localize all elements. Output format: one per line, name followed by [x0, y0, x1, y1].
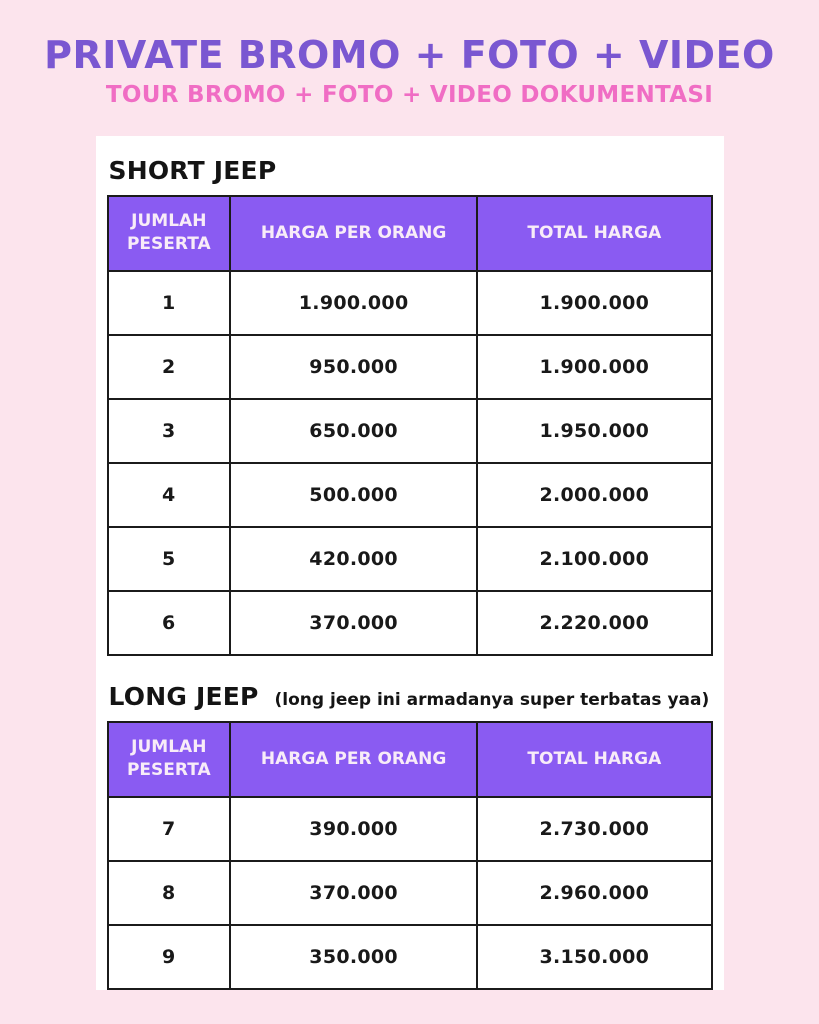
long-jeep-section-note: (long jeep ini armadanya super terbatas yaa) [274, 689, 710, 710]
total-harga-cell: 1.900.000 [477, 271, 711, 335]
total-harga-cell: 3.150.000 [477, 925, 711, 989]
total-harga-cell: 2.730.000 [477, 797, 711, 861]
long-jeep-section-title: LONG JEEP [108, 681, 259, 711]
jumlah-peserta-cell: 6 [108, 591, 231, 655]
short-jeep-section-title: SHORT JEEP [108, 155, 277, 185]
long-jeep-table-header [108, 722, 712, 797]
total-harga-cell: 2.220.000 [477, 591, 711, 655]
jumlah-peserta-cell: 5 [108, 527, 231, 591]
harga-per-orang-cell: 1.900.000 [230, 271, 477, 335]
column-header-jumlah-peserta: JUMLAH PESERTA [108, 196, 231, 271]
harga-per-orang-cell: 950.000 [230, 335, 477, 399]
long-jeep-pricing-table [107, 721, 713, 990]
short-jeep-table-body [108, 271, 712, 655]
jumlah-peserta-cell: 1 [108, 271, 231, 335]
harga-per-orang-cell: 500.000 [230, 463, 477, 527]
table-row [108, 399, 712, 463]
column-header-harga-per-orang: HARGA PER ORANG [230, 722, 477, 797]
column-header-total-harga: TOTAL HARGA [477, 196, 711, 271]
short-jeep-pricing-table [107, 195, 713, 656]
pricing-card [96, 136, 724, 990]
total-harga-cell: 2.960.000 [477, 861, 711, 925]
short-jeep-section [107, 150, 713, 656]
table-row [108, 925, 712, 989]
long-jeep-section [107, 676, 713, 990]
short-jeep-section-head [107, 150, 713, 195]
jumlah-peserta-cell: 3 [108, 399, 231, 463]
table-row [108, 271, 712, 335]
harga-per-orang-cell: 390.000 [230, 797, 477, 861]
table-row [108, 335, 712, 399]
short-jeep-table-header [108, 196, 712, 271]
harga-per-orang-cell: 650.000 [230, 399, 477, 463]
page-subtitle: TOUR BROMO + FOTO + VIDEO DOKUMENTASI [105, 81, 714, 108]
total-harga-cell: 2.000.000 [477, 463, 711, 527]
jumlah-peserta-cell: 7 [108, 797, 231, 861]
total-harga-cell: 2.100.000 [477, 527, 711, 591]
table-row [108, 861, 712, 925]
long-jeep-table-body [108, 797, 712, 989]
harga-per-orang-cell: 370.000 [230, 591, 477, 655]
jumlah-peserta-cell: 2 [108, 335, 231, 399]
column-header-harga-per-orang: HARGA PER ORANG [230, 196, 477, 271]
table-row [108, 527, 712, 591]
jumlah-peserta-cell: 8 [108, 861, 231, 925]
column-header-jumlah-peserta: JUMLAH PESERTA [108, 722, 231, 797]
table-row [108, 463, 712, 527]
column-header-total-harga: TOTAL HARGA [477, 722, 711, 797]
jumlah-peserta-cell: 4 [108, 463, 231, 527]
flyer-header [0, 0, 819, 108]
total-harga-cell: 1.950.000 [477, 399, 711, 463]
table-row [108, 591, 712, 655]
harga-per-orang-cell: 370.000 [230, 861, 477, 925]
jumlah-peserta-cell: 9 [108, 925, 231, 989]
harga-per-orang-cell: 350.000 [230, 925, 477, 989]
header-row [108, 722, 712, 797]
page-title: PRIVATE BROMO + FOTO + VIDEO [44, 33, 775, 77]
long-jeep-section-head [107, 676, 713, 721]
section-divider-space [107, 656, 713, 676]
harga-per-orang-cell: 420.000 [230, 527, 477, 591]
header-row [108, 196, 712, 271]
table-row [108, 797, 712, 861]
total-harga-cell: 1.900.000 [477, 335, 711, 399]
